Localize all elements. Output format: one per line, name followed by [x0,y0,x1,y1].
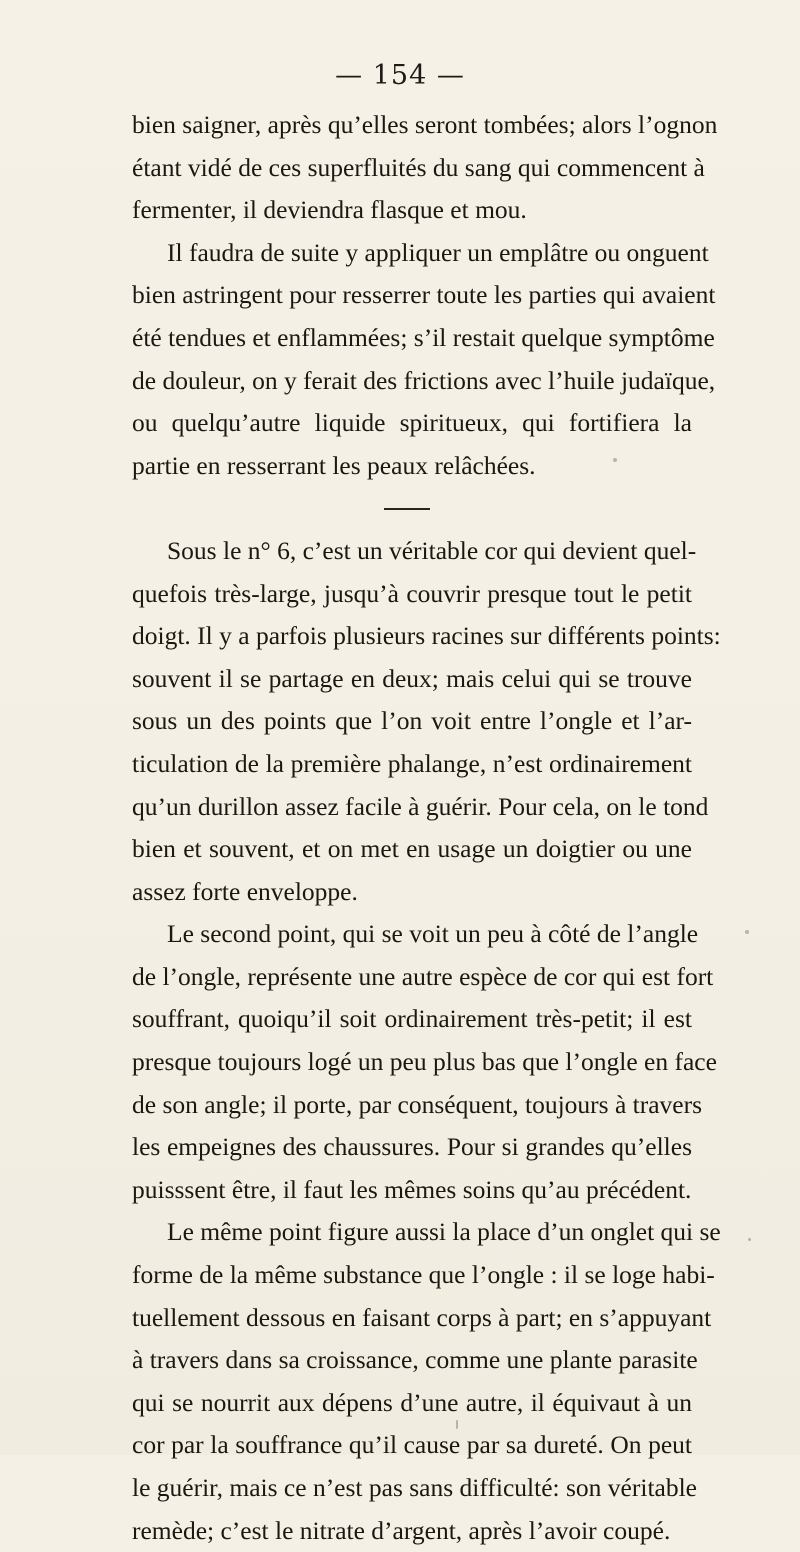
text-line: quefois très-large, jusqu’à couvrir presque tout le petit [132,578,692,608]
text-line: partie en resserrant les peaux relâchées. [132,450,536,480]
text-line: remède; c’est le nitrate d’argent, après l’avoir coupé. [132,1515,671,1545]
text-line: à travers dans sa croissance, comme une plante parasite [132,1345,698,1375]
text-line: qui se nourrit aux dépens d’une autre, il équivaut à un [132,1387,692,1417]
text-line: assez forte enveloppe. [132,876,358,906]
separator-rule [384,508,430,510]
text-line: le guérir, mais ce n’est pas sans difficulté: son véritable [132,1473,697,1502]
paper-speck [613,458,617,462]
text-line: doigt. Il y a parfois plusieurs racines sur différents points: [132,621,721,651]
paper-speck [456,1420,458,1429]
text-line: bien et souvent, et on met en usage un doigtier ou une [132,834,692,864]
text-line: ou quelqu’autre liquide spiritueux, qui fortifiera la [132,408,692,438]
text-line: cor par la souffrance qu’il cause par sa dureté. On peut [132,1430,692,1460]
text-line: presque toujours logé un peu plus bas que l’ongle en face [132,1047,717,1077]
paper-speck [748,1238,751,1241]
text-line: qu’un durillon assez facile à guérir. Pour cela, on le tond [132,791,709,821]
paper-speck [745,930,749,934]
text-line: puisssent être, il faut les mêmes soins qu’au précédent. [132,1174,692,1204]
text-line: bien saigner, après qu’elles seront tombées; alors l’ognon [132,110,718,139]
text-line: Sous le n° 6, c’est un véritable cor qui devient quel- [167,535,697,565]
text-line: de son angle; il porte, par conséquent, toujours à travers [132,1089,703,1119]
text-line: souvent il se partage en deux; mais celui qui se trouve [132,663,692,693]
text-line: Il faudra de suite y appliquer un emplâtre ou onguent [167,237,709,267]
text-line: été tendues et enflammées; s’il restait quelque symptôme [132,322,715,352]
section-separator [132,487,692,530]
text-line: fermenter, il deviendra flasque et mou. [132,195,527,225]
text-line: Le même point figure aussi la place d’un onglet qui se [167,1217,721,1247]
text-line: Le second point, qui se voit un peu à côté de l’angle [167,919,699,949]
text-line: de douleur, on y ferait des frictions avec l’huile judaïque, [132,365,716,395]
text-line: ticulation de la première phalange, n’est ordinairement [132,748,692,778]
text-line: tuellement dessous en faisant corps à part; en s’appuyant [132,1302,712,1332]
text-line: étant vidé de ces superfluités du sang qui commencent à [132,152,705,182]
text-line: bien astringent pour resserrer toute les parties qui avaient [132,280,716,310]
body-text [132,104,721,1552]
text-line: de l’ongle, représente une autre espèce de cor qui est fort [132,961,714,991]
text-line: souffrant, quoiqu’il soit ordinairement très-petit; il est [132,1004,692,1034]
text-line: les empeignes des chaussures. Pour si grandes qu’elles [132,1132,692,1162]
text-line: forme de la même substance que l’ongle : il se loge habi- [132,1260,715,1290]
text-line: sous un des points que l’on voit entre l’ongle et l’ar- [132,706,692,736]
page-number: — 154 — [335,60,465,91]
